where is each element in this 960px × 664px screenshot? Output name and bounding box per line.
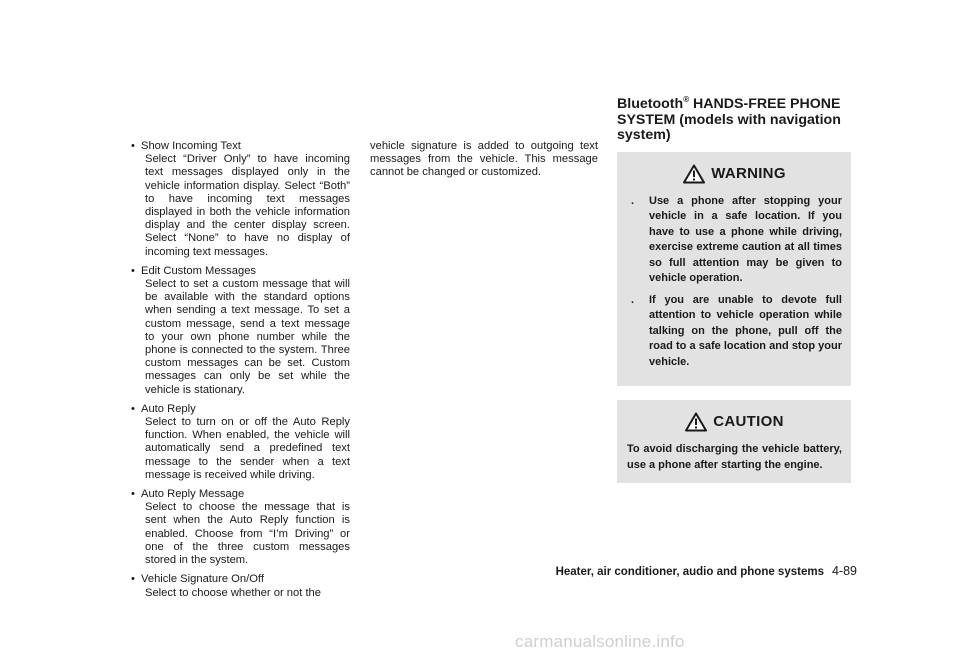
title-part: HANDS-FREE PHONE SYSTEM (models with navigation system) — [617, 96, 841, 143]
footer-section-name: Heater, air conditioner, audio and phone systems — [555, 566, 824, 578]
item-body: Select to choose the message that is sent when the Auto Reply function is enabled. Choose from “I’m Driving” or one of the three custom messages stored in the system. — [145, 501, 350, 567]
warning-triangle-icon — [683, 164, 705, 184]
list-item — [127, 140, 350, 259]
left-column — [127, 140, 350, 606]
item-title: Auto Reply — [141, 402, 196, 415]
item-title: Show Incoming Text — [141, 140, 241, 152]
bullet-icon: . — [631, 194, 635, 207]
page-footer — [537, 564, 857, 578]
caution-label: CAUTION — [713, 413, 784, 431]
item-body: Select to choose whether or not the — [145, 586, 322, 599]
middle-column — [370, 140, 598, 180]
bullet-icon: • — [131, 264, 135, 277]
page-number: 4-89 — [831, 564, 857, 578]
title-part: Bluetooth — [617, 96, 684, 112]
continuation-paragraph: vehicle signature is added to outgoing text messages from the vehicle. This message cannot be changed or customized. — [370, 140, 598, 179]
caution-text: To avoid discharging the vehicle battery, use a phone after starting the engine. — [627, 443, 842, 471]
list-item — [127, 488, 350, 567]
warning-item — [627, 293, 842, 371]
bullet-icon: • — [131, 573, 135, 586]
item-title: Vehicle Signature On/Off — [141, 573, 264, 586]
caution-header — [627, 408, 842, 436]
item-body: Select to set a custom message that will be available with the standard options when sending a text message. To set a custom message, send a text message to your own phone number while the phone is connected to the system. Three custom messages can be set. Custom messages can only be set while the vehicle is stationary. — [145, 278, 350, 396]
item-body: Select to turn on or off the Auto Reply function. When enabled, the vehicle will automatically send a predefined text message to the sender when a text message is received while driving. — [145, 416, 350, 481]
warning-item — [627, 194, 842, 287]
right-column — [617, 92, 851, 483]
bullet-icon: . — [631, 293, 635, 306]
warning-text: Use a phone after stopping your vehicle in a safe location. If you have to use a phone while driving, exercise extreme caution at all times so full attention may be given to vehicle operation. — [649, 194, 842, 284]
warning-box — [617, 152, 851, 387]
caution-box — [617, 400, 851, 483]
item-body: Select “Driver Only” to have incoming text messages displayed only in the vehicle information display. Select “Both” to have incoming text messages displayed in both the vehicle information display and the center display screen. Select “None” to have no display of incoming text messages. — [145, 153, 350, 258]
item-title: Auto Reply Message — [141, 488, 245, 501]
list-item — [127, 265, 350, 397]
registered-mark: ® — [683, 95, 690, 104]
section-title — [617, 92, 851, 144]
warning-triangle-icon — [685, 412, 707, 432]
bullet-icon: • — [131, 402, 135, 415]
item-title: Edit Custom Messages — [141, 264, 257, 277]
list-item — [127, 573, 350, 599]
warning-header — [627, 160, 842, 188]
warning-text: If you are unable to devote full attention to vehicle operation while talking on the phone, pull off the road to a safe location and stop your vehicle. — [649, 293, 842, 368]
warning-label: WARNING — [711, 164, 786, 182]
list-item — [127, 403, 350, 482]
bullet-icon: • — [131, 488, 135, 501]
bullet-icon: • — [131, 140, 135, 152]
watermark: carmanualsonline.info — [515, 632, 685, 651]
